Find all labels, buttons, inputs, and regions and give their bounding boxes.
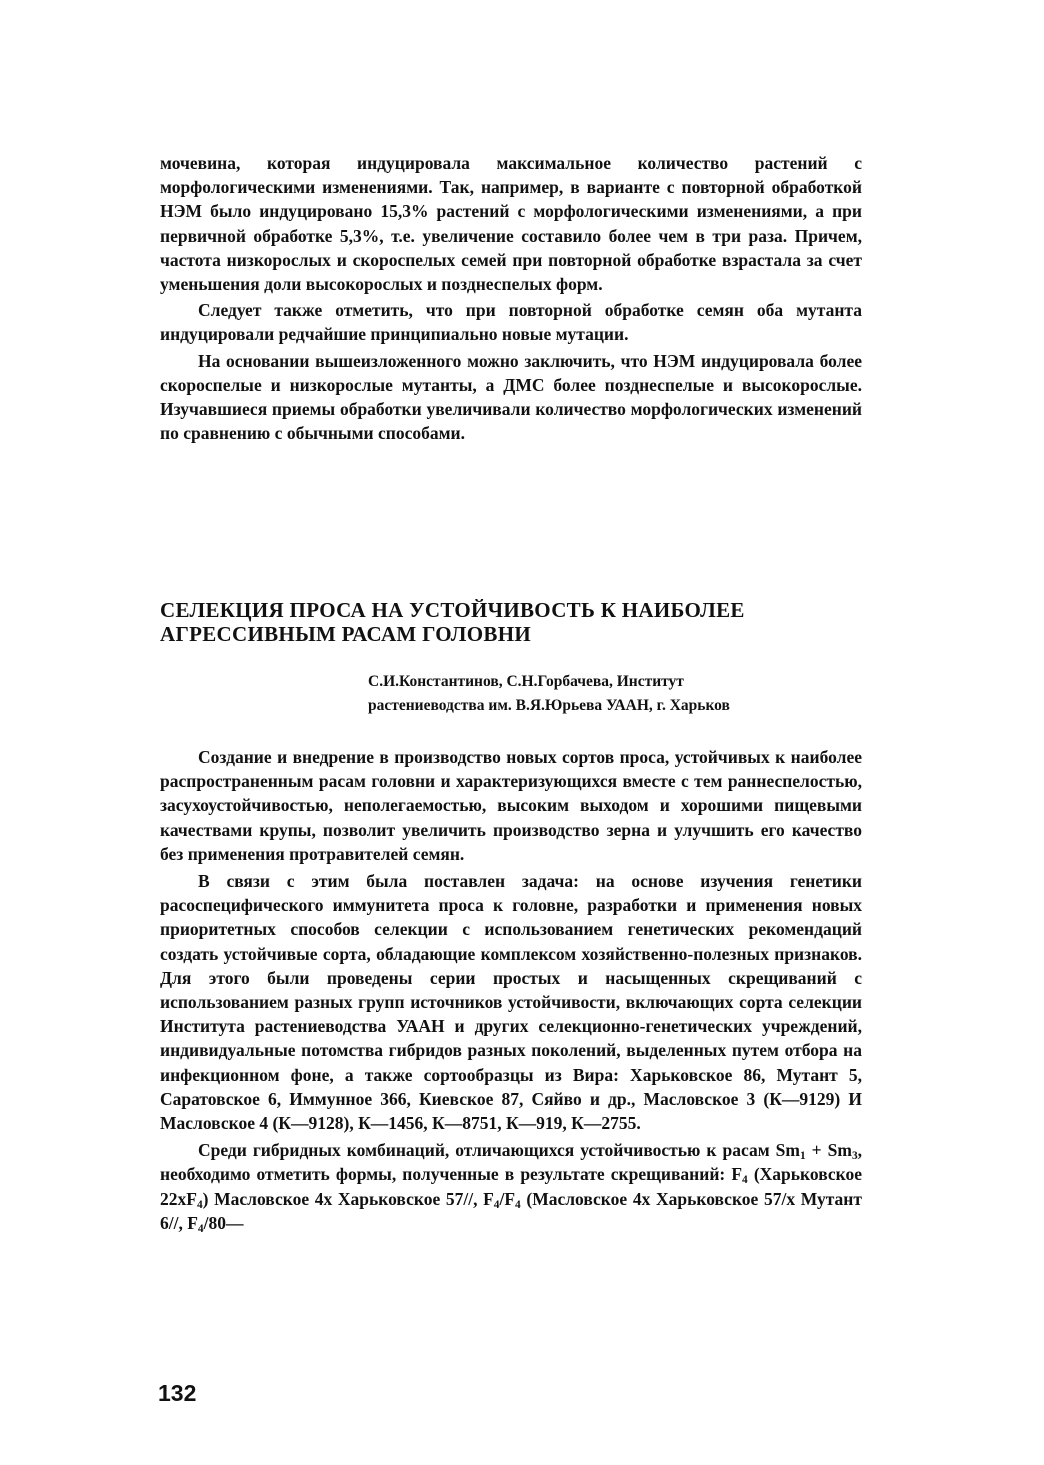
paragraph-mutations-note: Следует также отметить, что при повторной обработке семян оба мутанта индуцировали редчайшие принципиально новые мутации. — [160, 300, 862, 345]
article-authors — [368, 670, 868, 718]
top-text-section — [160, 151, 862, 445]
paragraph-conclusion: На основании вышеизложенного можно заключить, что НЭМ индуцировала более скороспелые и низкорослые мутанты, а ДМС более позднеспелые и высокорослые. Изучавшиеся приемы обработки увеличивали количество морфологических изменений по сравнению с обычными способами. — [160, 350, 862, 444]
paragraph-intro: Создание и внедрение в производство новых сортов проса, устойчивых к наиболее распространенным расам головни и характеризующихся вместе с тем раннеспелостью, засухоустойчивостью, неполегаемостью, высоким выходом и хорошими пищевыми качествами крупы, позволит увеличить производство зерна и улучшить его качество без применения протравителей семян. — [160, 747, 862, 864]
paragraph-continued: мочевина, которая индуцировала максимальное количество растений с морфологическими изменениями. Так, например, в варианте с повторной обработкой НЭМ было индуцировано 15,3% растений с морфологическими изменениями, а при первичной обработке 5,3%, т.е. увеличение составило более чем в три раза. Причем, частота низкорослых и скороспелых семей при повторной обработке взрастала за счет уменьшения доли высокорослых и позднеспелых форм. — [160, 153, 862, 295]
authors-line-2: растениеводства им. В.Я.Юрьева УААН, г. Харьков — [368, 697, 730, 714]
page-number: 132 — [158, 1380, 197, 1406]
authors-line-1: С.И.Константинов, С.Н.Горбачева, Институт — [368, 673, 684, 690]
article-title: СЕЛЕКЦИЯ ПРОСА НА УСТОЙЧИВОСТЬ К НАИБОЛЕЕ АГРЕССИВНЫМ РАСАМ ГОЛОВНИ — [160, 598, 745, 646]
paragraph-hybrids: Среди гибридных комбинаций, отличающихся устойчивостью к расам $Sm_1 + Sm_3$, необходимо отметить формы, полученные в результате скрещиваний: $F_4$ (Харьковское $22хF_4$) Масловское 4х Харьковское 57//, $F_4/F_4$ (Масловское 4х Харьковское 57/х Мутант 6//, $F_4/80—$ — [160, 1140, 862, 1235]
article-body — [160, 745, 862, 1235]
paragraph-task: В связи с этим была поставлен задача: на основе изучения генетики расоспецифического иммунитета проса к головне, разработки и применения новых приоритетных способов селекции с использованием генетических рекомендаций создать устойчивые сорта, обладающие комплексом хозяйственно-полезных признаков. Для этого были проведены серии простых и насыщенных скрещиваний с использованием разных групп источников устойчивости, включающих сорта селекции Института растениеводства УААН и других селекционно-генетических учреждений, индивидуальные потомства гибридов разных поколений, выделенных путем отбора на инфекционном фоне, а также сортообразцы из Вира: Харьковское 86, Мутант 5, Саратовское 6, Иммунное 366, Киевское 87, Сяйво и др., Масловское 3 (К—9129) И Масловское 4 (К—9128), К—1456, К—8751, К—919, К—2755. — [160, 871, 862, 1134]
